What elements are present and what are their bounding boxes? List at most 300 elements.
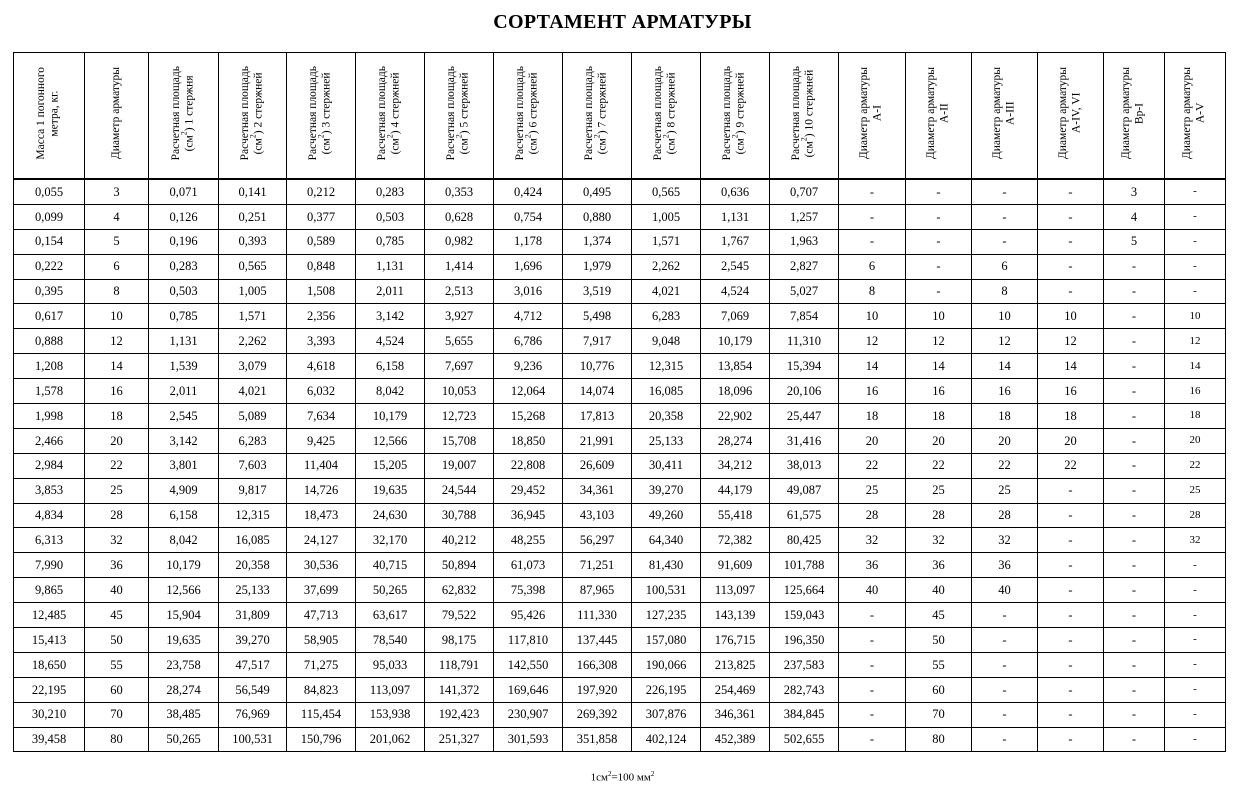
area-unit-open: (см	[321, 137, 333, 154]
area-unit-open: (см	[252, 137, 265, 154]
table-cell: 12	[906, 329, 972, 354]
table-cell: 71,275	[287, 652, 356, 677]
table-cell: 10	[972, 304, 1038, 329]
table-cell: 6,158	[356, 354, 425, 379]
table-cell: 15,205	[356, 453, 425, 478]
table-cell: 346,361	[701, 702, 770, 727]
table-cell: 18,850	[494, 428, 563, 453]
table-cell: -	[972, 628, 1038, 653]
table-cell: 4,712	[494, 304, 563, 329]
table-cell: 6,786	[494, 329, 563, 354]
table-cell: -	[1104, 279, 1165, 304]
table-cell: 157,080	[632, 628, 701, 653]
table-cell: 1,571	[632, 229, 701, 254]
table-cell: 9,817	[219, 478, 287, 503]
column-header-label	[445, 66, 472, 160]
table-cell: 45	[906, 603, 972, 628]
table-cell: 40,715	[356, 553, 425, 578]
column-header-line1: Диаметр арматуры	[1181, 66, 1194, 160]
column-header-line2: А-I	[872, 105, 884, 121]
table-cell: 15,268	[494, 404, 563, 429]
table-cell: 25	[906, 478, 972, 503]
table-cell: 1,963	[770, 229, 839, 254]
footnote-left: 1см	[590, 771, 608, 784]
table-cell: 28,274	[701, 428, 770, 453]
table-cell: 2,466	[14, 428, 85, 453]
table-cell: 40	[839, 578, 906, 603]
table-cell: 7,990	[14, 553, 85, 578]
table-cell: 36	[839, 553, 906, 578]
table-row	[14, 453, 1226, 478]
column-header-label	[1057, 67, 1084, 159]
area-unit-exp: 2	[593, 133, 603, 138]
table-cell: 4,524	[701, 279, 770, 304]
table-cell: 62,832	[425, 578, 494, 603]
table-cell: 31,416	[770, 428, 839, 453]
column-header-line2: 9 стержней	[735, 72, 747, 128]
table-cell: 10,179	[701, 329, 770, 354]
table-cell: -	[839, 702, 906, 727]
column-header-4	[219, 53, 287, 180]
table-cell: 18,096	[701, 379, 770, 404]
table-cell: -	[1104, 404, 1165, 429]
area-unit-close: )	[735, 129, 747, 134]
column-header-line2: А-V	[1195, 102, 1207, 124]
table-cell: 0,222	[14, 254, 85, 279]
table-cell: 6,158	[149, 503, 219, 528]
table-cell: 78,540	[356, 628, 425, 653]
column-header-line1: Диаметр арматуры	[109, 66, 122, 160]
table-cell: -	[1165, 254, 1226, 279]
table-cell: 50	[906, 628, 972, 653]
table-cell: 18	[906, 404, 972, 429]
table-cell: -	[839, 628, 906, 653]
table-cell: 1,508	[287, 279, 356, 304]
table-cell: 36	[85, 553, 149, 578]
footnote-exp-1: 2	[607, 770, 612, 778]
table-cell: 4,618	[287, 354, 356, 379]
table-cell: 12,566	[149, 578, 219, 603]
table-cell: 1,578	[14, 379, 85, 404]
table-cell: 3,079	[219, 354, 287, 379]
table-cell: 56,549	[219, 677, 287, 702]
table-cell: 113,097	[701, 578, 770, 603]
table-cell: 125,664	[770, 578, 839, 603]
table-cell: 91,609	[701, 553, 770, 578]
table-cell: 12,064	[494, 379, 563, 404]
table-row	[14, 354, 1226, 379]
column-header-line2: А-IV, VI	[1070, 92, 1083, 134]
table-cell: 60	[85, 677, 149, 702]
table-cell: 0,565	[632, 179, 701, 204]
table-cell: 71,251	[563, 553, 632, 578]
table-cell: 19,007	[425, 453, 494, 478]
table-cell: -	[1038, 628, 1104, 653]
table-cell: 17,813	[563, 404, 632, 429]
table-cell: 237,583	[770, 652, 839, 677]
table-cell: 6,283	[632, 304, 701, 329]
table-cell: 115,454	[287, 702, 356, 727]
table-row	[14, 279, 1226, 304]
table-cell: 0,785	[149, 304, 219, 329]
table-cell: 7,697	[425, 354, 494, 379]
table-cell: 0,888	[14, 329, 85, 354]
table-cell: 25	[85, 478, 149, 503]
table-cell: 141,372	[425, 677, 494, 702]
table-cell: -	[906, 254, 972, 279]
column-header-6	[356, 53, 425, 180]
table-cell: 402,124	[632, 727, 701, 752]
table-cell: 80,425	[770, 528, 839, 553]
table-cell: -	[1165, 179, 1226, 204]
table-cell: -	[1165, 578, 1226, 603]
table-cell: 80	[906, 727, 972, 752]
table-cell: 3,927	[425, 304, 494, 329]
area-unit-exp: 2	[179, 130, 189, 135]
table-cell: 28	[839, 503, 906, 528]
table-cell: -	[1104, 727, 1165, 752]
table-cell: 0,395	[14, 279, 85, 304]
table-cell: 30,536	[287, 553, 356, 578]
table-cell: 24,630	[356, 503, 425, 528]
table-cell: 87,965	[563, 578, 632, 603]
table-cell: 39,270	[219, 628, 287, 653]
table-cell: 1,696	[494, 254, 563, 279]
table-cell: 20	[839, 428, 906, 453]
table-row	[14, 304, 1226, 329]
table-cell: 5	[1104, 229, 1165, 254]
table-cell: 15,708	[425, 428, 494, 453]
table-cell: 4,021	[632, 279, 701, 304]
table-cell: 32,170	[356, 528, 425, 553]
table-cell: 30,788	[425, 503, 494, 528]
table-cell: 4	[1104, 204, 1165, 229]
table-cell: 32	[1165, 528, 1226, 553]
table-cell: 0,495	[563, 179, 632, 204]
table-cell: 10	[1038, 304, 1104, 329]
table-cell: -	[1104, 553, 1165, 578]
table-cell: 20	[1165, 428, 1226, 453]
table-cell: 38,013	[770, 453, 839, 478]
area-unit-exp: 2	[248, 133, 258, 138]
table-cell: 0,283	[356, 179, 425, 204]
column-header-label	[1181, 67, 1208, 159]
area-unit-open: (см	[735, 137, 747, 154]
table-cell: 70	[85, 702, 149, 727]
table-cell: -	[972, 179, 1038, 204]
table-cell: -	[1038, 677, 1104, 702]
table-cell: -	[1104, 478, 1165, 503]
table-cell: 6	[85, 254, 149, 279]
table-cell: 44,179	[701, 478, 770, 503]
table-cell: 3,142	[149, 428, 219, 453]
table-cell: 10	[906, 304, 972, 329]
area-unit-open: (см	[597, 137, 609, 154]
table-cell: 34,212	[701, 453, 770, 478]
table-cell: 25	[972, 478, 1038, 503]
column-header-line1: Расчетная площадь	[583, 65, 596, 161]
table-cell: 16	[1165, 379, 1226, 404]
table-cell: 6	[972, 254, 1038, 279]
table-cell: -	[1104, 603, 1165, 628]
column-header-label	[925, 67, 952, 159]
table-cell: 0,589	[287, 229, 356, 254]
table-row	[14, 528, 1226, 553]
table-cell: 4	[85, 204, 149, 229]
table-cell: 18	[1038, 404, 1104, 429]
column-header-label	[652, 66, 679, 160]
table-cell: 5,089	[219, 404, 287, 429]
table-cell: 0,353	[425, 179, 494, 204]
table-cell: 9,865	[14, 578, 85, 603]
table-row	[14, 204, 1226, 229]
column-header-label	[583, 66, 610, 160]
table-cell: 9,425	[287, 428, 356, 453]
table-cell: 61,575	[770, 503, 839, 528]
table-cell: 10,776	[563, 354, 632, 379]
table-cell: 100,531	[632, 578, 701, 603]
table-cell: -	[1165, 727, 1226, 752]
table-cell: 20,358	[219, 553, 287, 578]
table-cell: 1,131	[356, 254, 425, 279]
table-cell: 22	[1038, 453, 1104, 478]
table-cell: 10	[1165, 304, 1226, 329]
table-cell: -	[1038, 702, 1104, 727]
column-header-9	[563, 53, 632, 180]
table-cell: 14	[1038, 354, 1104, 379]
table-cell: 8	[972, 279, 1038, 304]
table-cell: 4,021	[219, 379, 287, 404]
table-cell: 0,071	[149, 179, 219, 204]
table-cell: 197,920	[563, 677, 632, 702]
table-cell: -	[839, 603, 906, 628]
table-cell: 6	[839, 254, 906, 279]
table-cell: 56,297	[563, 528, 632, 553]
table-cell: 22,902	[701, 404, 770, 429]
table-cell: 55,418	[701, 503, 770, 528]
table-cell: -	[906, 229, 972, 254]
table-cell: 32	[85, 528, 149, 553]
table-cell: 2,984	[14, 453, 85, 478]
table-cell: 9,048	[632, 329, 701, 354]
table-cell: 95,033	[356, 652, 425, 677]
table-cell: 0,154	[14, 229, 85, 254]
table-cell: 4,909	[149, 478, 219, 503]
table-cell: 254,469	[701, 677, 770, 702]
table-cell: -	[972, 652, 1038, 677]
table-cell: -	[1038, 179, 1104, 204]
table-cell: 452,389	[701, 727, 770, 752]
area-unit-close: )	[183, 126, 196, 131]
column-header-1	[14, 53, 85, 180]
table-cell: 142,550	[494, 652, 563, 677]
table-cell: 18	[972, 404, 1038, 429]
table-cell: 7,634	[287, 404, 356, 429]
table-cell: 1,257	[770, 204, 839, 229]
table-cell: -	[1038, 553, 1104, 578]
column-header-label	[858, 67, 885, 159]
table-row	[14, 628, 1226, 653]
area-unit-close: )	[459, 129, 471, 134]
table-cell: -	[1038, 727, 1104, 752]
table-cell: 1,131	[701, 204, 770, 229]
column-header-line1: Расчетная площадь	[307, 65, 320, 161]
table-cell: 25,133	[219, 578, 287, 603]
column-header-line2: 6 стержней	[528, 72, 540, 128]
table-cell: -	[1165, 553, 1226, 578]
table-cell: -	[1104, 304, 1165, 329]
area-unit-exp: 2	[317, 133, 327, 138]
table-cell: 1,005	[632, 204, 701, 229]
table-cell: 50,894	[425, 553, 494, 578]
table-cell: 24,544	[425, 478, 494, 503]
column-header-line2: 5 стержней	[459, 72, 471, 128]
column-header-line1: Масса 1 погонного	[35, 66, 48, 160]
rebar-table	[13, 52, 1226, 752]
table-cell: -	[839, 652, 906, 677]
table-cell: 0,636	[701, 179, 770, 204]
table-cell: -	[1038, 528, 1104, 553]
table-cell: 14	[1165, 354, 1226, 379]
table-cell: -	[972, 603, 1038, 628]
column-header-line1: Диаметр арматуры	[924, 66, 937, 160]
column-header-label	[35, 67, 62, 160]
table-cell: 0,628	[425, 204, 494, 229]
table-cell: 22	[839, 453, 906, 478]
table-cell: 226,195	[632, 677, 701, 702]
table-cell: 0,617	[14, 304, 85, 329]
table-cell: 20	[972, 428, 1038, 453]
table-cell: 213,825	[701, 652, 770, 677]
table-row	[14, 428, 1226, 453]
table-cell: 25	[839, 478, 906, 503]
table-cell: 384,845	[770, 702, 839, 727]
table-cell: 16	[972, 379, 1038, 404]
table-cell: 0,982	[425, 229, 494, 254]
table-cell: 201,062	[356, 727, 425, 752]
table-cell: 12	[1165, 329, 1226, 354]
column-header-12	[770, 53, 839, 180]
table-cell: 16	[839, 379, 906, 404]
column-header-line2: 3 стержней	[321, 72, 333, 128]
table-cell: -	[1165, 229, 1226, 254]
table-cell: -	[1104, 677, 1165, 702]
area-unit-exp: 2	[524, 133, 534, 138]
table-cell: 12,723	[425, 404, 494, 429]
table-cell: 0,754	[494, 204, 563, 229]
table-cell: 1,414	[425, 254, 494, 279]
table-cell: 3,393	[287, 329, 356, 354]
table-row	[14, 677, 1226, 702]
table-cell: 0,099	[14, 204, 85, 229]
table-cell: 5,498	[563, 304, 632, 329]
table-cell: 6,313	[14, 528, 85, 553]
column-header-18	[1165, 53, 1226, 180]
table-cell: 49,260	[632, 503, 701, 528]
table-cell: -	[972, 229, 1038, 254]
table-cell: 101,788	[770, 553, 839, 578]
area-unit-close: )	[804, 132, 816, 137]
table-cell: 0,785	[356, 229, 425, 254]
table-cell: 1,539	[149, 354, 219, 379]
table-cell: -	[839, 727, 906, 752]
table-cell: 20	[1038, 428, 1104, 453]
table-cell: 150,796	[287, 727, 356, 752]
table-cell: -	[1104, 254, 1165, 279]
table-cell: 80	[85, 727, 149, 752]
table-cell: 2,262	[632, 254, 701, 279]
table-cell: 12	[972, 329, 1038, 354]
table-cell: 1,979	[563, 254, 632, 279]
table-cell: 14,726	[287, 478, 356, 503]
table-cell: 0,212	[287, 179, 356, 204]
table-cell: 36	[906, 553, 972, 578]
table-cell: 15,413	[14, 628, 85, 653]
table-cell: 40	[85, 578, 149, 603]
table-cell: 60	[906, 677, 972, 702]
table-cell: 0,503	[356, 204, 425, 229]
table-row	[14, 329, 1226, 354]
table-cell: 117,810	[494, 628, 563, 653]
table-cell: 22	[972, 453, 1038, 478]
table-cell: 24,127	[287, 528, 356, 553]
table-cell: 20,106	[770, 379, 839, 404]
table-cell: 12	[839, 329, 906, 354]
table-cell: 29,452	[494, 478, 563, 503]
table-cell: 10	[839, 304, 906, 329]
table-cell: 98,175	[425, 628, 494, 653]
column-header-13	[839, 53, 906, 180]
table-cell: -	[972, 677, 1038, 702]
table-cell: 8,042	[149, 528, 219, 553]
table-cell: 19,635	[356, 478, 425, 503]
table-cell: 0,055	[14, 179, 85, 204]
table-cell: 20,358	[632, 404, 701, 429]
area-unit-open: (см	[183, 134, 196, 151]
table-cell: 22,195	[14, 677, 85, 702]
table-cell: 14	[906, 354, 972, 379]
table-cell: 12,485	[14, 603, 85, 628]
table-cell: 25,133	[632, 428, 701, 453]
table-cell: 64,340	[632, 528, 701, 553]
table-cell: -	[1038, 254, 1104, 279]
column-header-line2: метра, кг.	[49, 89, 61, 137]
table-cell: -	[1104, 652, 1165, 677]
table-cell: 7,854	[770, 304, 839, 329]
table-cell: -	[1165, 677, 1226, 702]
column-header-line1: Расчетная площадь	[721, 65, 734, 161]
table-cell: 50	[85, 628, 149, 653]
area-unit-close: )	[597, 129, 609, 134]
column-header-8	[494, 53, 563, 180]
table-cell: 351,858	[563, 727, 632, 752]
table-cell: 190,066	[632, 652, 701, 677]
table-cell: 1,005	[219, 279, 287, 304]
table-cell: 0,503	[149, 279, 219, 304]
table-cell: 169,646	[494, 677, 563, 702]
area-unit-open: (см	[390, 137, 402, 154]
column-header-3	[149, 53, 219, 180]
table-cell: 3,016	[494, 279, 563, 304]
table-cell: 40	[972, 578, 1038, 603]
table-cell: 32	[906, 528, 972, 553]
table-cell: 47,517	[219, 652, 287, 677]
table-cell: 19,635	[149, 628, 219, 653]
table-cell: -	[1038, 279, 1104, 304]
table-cell: 143,139	[701, 603, 770, 628]
area-unit-close: )	[252, 129, 265, 134]
table-cell: 39,458	[14, 727, 85, 752]
